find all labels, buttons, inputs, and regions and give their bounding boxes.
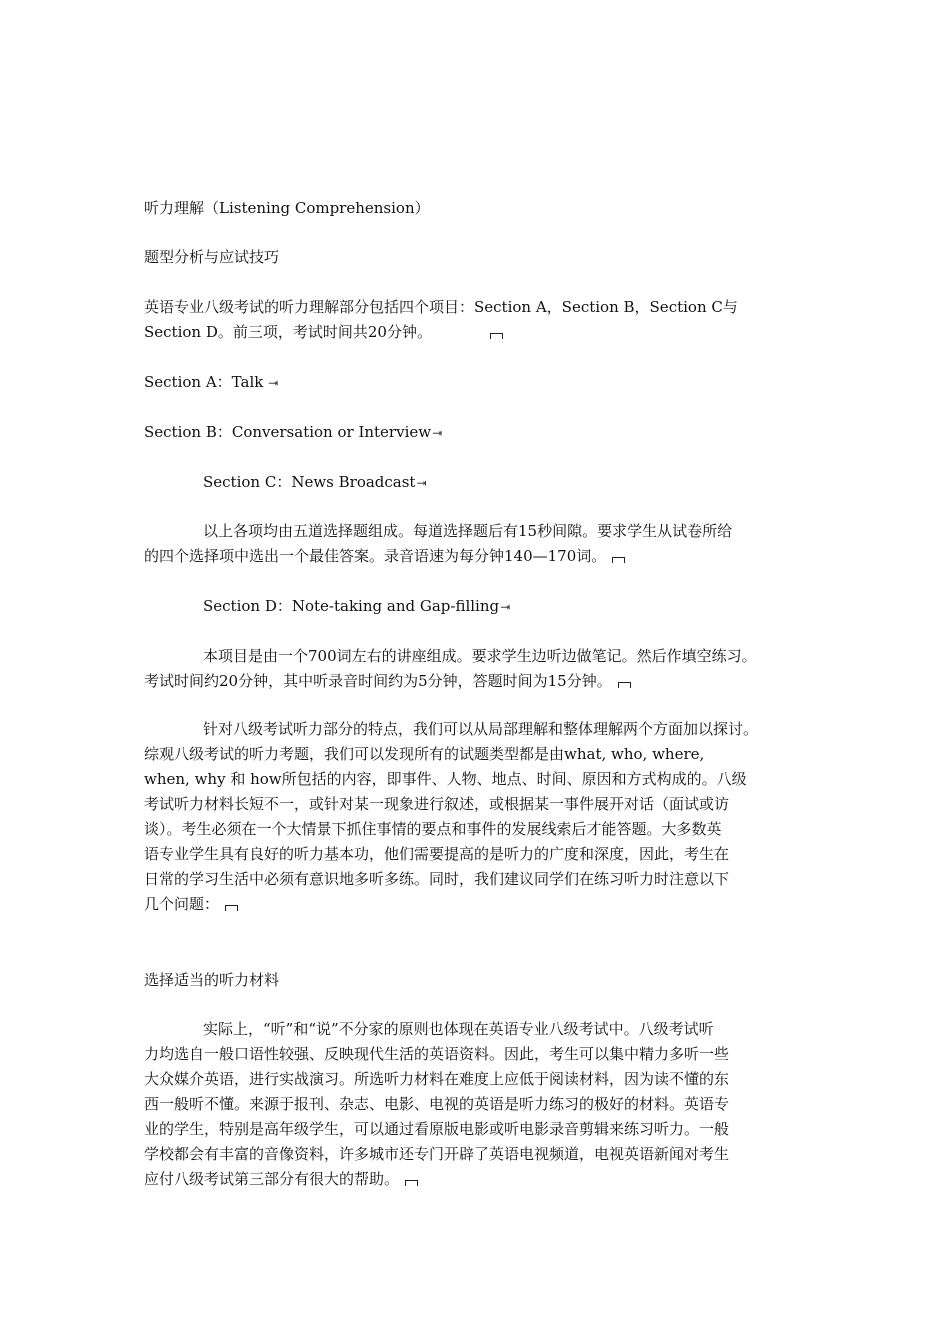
intro-line-1: 英语专业八级考试的听力理解部分包括四个项目：Section A，Section B，Section C与: [144, 298, 738, 316]
analysis-line-6: 语专业学生具有良好的听力基本功，他们需要提高的是听力的广度和深度，因此，考生在: [144, 845, 730, 863]
intro-line-2: Section D。前三项，考试时间共20分钟。: [144, 322, 503, 342]
material-line-2: 力均选自一般口语性较强、反映现代生活的英语资料。因此，考生可以集中精力多听一些: [144, 1045, 730, 1063]
section-c-line: Section C：News Broadcast⇥: [203, 473, 427, 491]
page-heading: 听力理解（Listening Comprehension）: [144, 199, 430, 217]
material-line-4: 西一般听不懂。来源于报刊、杂志、电影、电视的英语是听力练习的极好的材料。英语专: [144, 1095, 730, 1113]
section-d-line: Section D：Note-taking and Gap-filling⇥: [203, 597, 511, 615]
return-arrow-icon: ⇥: [264, 376, 279, 390]
subheading: 题型分析与应试技巧: [144, 248, 280, 266]
paragraph-mark-icon: [405, 1180, 418, 1186]
abc-desc-line-1: 以上各项均由五道选择题组成。每道选择题后有15秒间隙。要求学生从试卷所给: [203, 522, 733, 540]
material-line-7: 应付八级考试第三部分有很大的帮助。: [144, 1169, 418, 1189]
return-arrow-icon: ⇥: [416, 476, 427, 490]
analysis-line-2: 综观八级考试的听力考题，我们可以发现所有的试题类型都是由what, who, where,: [144, 745, 705, 763]
d-desc-line-2: 考试时间约20分钟，其中听录音时间约为5分钟，答题时间为15分钟。: [144, 671, 631, 691]
paragraph-mark-icon: [618, 682, 631, 688]
section-b-line: Section B：Conversation or Interview⇥: [144, 423, 443, 441]
material-line-1: 实际上，“听”和“说”不分家的原则也体现在英语专业八级考试中。八级考试听: [203, 1020, 714, 1038]
analysis-line-5: 谈）。考生必须在一个大情景下抓住事情的要点和事件的发展线索后才能答题。大多数英: [144, 820, 722, 838]
material-line-6: 学校都会有丰富的音像资料，许多城市还专门开辟了英语电视频道，电视英语新闻对考生: [144, 1145, 730, 1163]
paragraph-mark-icon: [490, 333, 503, 339]
analysis-line-7: 日常的学习生活中必须有意识地多听多练。同时，我们建议同学们在练习听力时注意以下: [144, 870, 730, 888]
analysis-line-1: 针对八级考试听力部分的特点，我们可以从局部理解和整体理解两个方面加以探讨。: [203, 720, 759, 738]
paragraph-mark-icon: [612, 557, 625, 563]
material-line-3: 大众媒介英语，进行实战演习。所选听力材料在难度上应低于阅读材料，因为读不懂的东: [144, 1070, 730, 1088]
analysis-line-8: 几个问题：: [144, 894, 238, 914]
return-arrow-icon: ⇥: [432, 426, 443, 440]
return-arrow-icon: ⇥: [500, 600, 511, 614]
material-line-5: 业的学生，特别是高年级学生，可以通过看原版电影或听电影录音剪辑来练习听力。一般: [144, 1120, 730, 1138]
abc-desc-line-2: 的四个选择项中选出一个最佳答案。录音语速为每分钟140—170词。: [144, 546, 625, 566]
analysis-line-4: 考试听力材料长短不一，或针对某一现象进行叙述，或根据某一事件展开对话（面试或访: [144, 795, 730, 813]
paragraph-mark-icon: [225, 905, 238, 911]
analysis-line-3: when, why 和 how所包括的内容，即事件、人物、地点、时间、原因和方式构成的。八级: [144, 770, 747, 788]
section-a-line: Section A：Talk ⇥: [144, 373, 279, 391]
material-heading: 选择适当的听力材料: [144, 971, 280, 989]
d-desc-line-1: 本项目是由一个700词左右的讲座组成。要求学生边听边做笔记。然后作填空练习。: [203, 647, 757, 665]
